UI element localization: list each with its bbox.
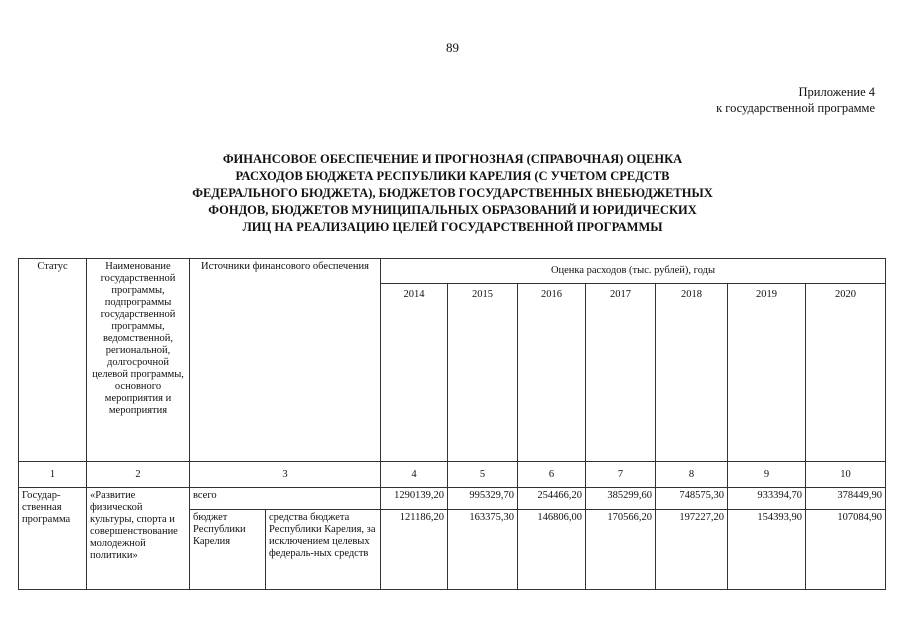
- header-year: 2015: [448, 284, 518, 462]
- header-sources: Источники финансового обеспечения: [190, 259, 381, 462]
- regional-value: 154393,90: [728, 510, 806, 590]
- row-total-label: всего: [190, 488, 381, 510]
- header-year: 2020: [806, 284, 886, 462]
- regional-value: 197227,20: [656, 510, 728, 590]
- title-line: ФЕДЕРАЛЬНОГО БЮДЖЕТА), БЮДЖЕТОВ ГОСУДАРСТВЕННЫХ ВНЕБЮДЖЕТНЫХ: [192, 186, 713, 200]
- total-value: 385299,60: [586, 488, 656, 510]
- document-title: [90, 151, 815, 236]
- title-line: ФОНДОВ, БЮДЖЕТОВ МУНИЦИПАЛЬНЫХ ОБРАЗОВАНИЙ И ЮРИДИЧЕСКИХ: [208, 203, 697, 217]
- financing-table: [18, 258, 886, 590]
- appendix-note: [716, 84, 875, 116]
- regional-value: 163375,30: [448, 510, 518, 590]
- column-number: 8: [656, 462, 728, 488]
- title-line: ФИНАНСОВОЕ ОБЕСПЕЧЕНИЕ И ПРОГНОЗНАЯ (СПРАВОЧНАЯ) ОЦЕНКА: [222, 152, 683, 166]
- regional-value: 170566,20: [586, 510, 656, 590]
- total-value: 378449,90: [806, 488, 886, 510]
- appendix-line-1: Приложение 4: [798, 85, 875, 99]
- header-estimate: Оценка расходов (тыс. рублей), годы: [381, 259, 886, 284]
- appendix-line-2: к государственной программе: [716, 101, 875, 115]
- row-regional-source: бюджет Республики Карелия: [190, 510, 266, 590]
- page-number: 89: [446, 40, 459, 55]
- header-status: Статус: [19, 259, 87, 462]
- header-name: Наименование государственной программы, подпрограммы государственной программы, ведомственной, региональной, долгосрочной целевой программы, основного мероприятия и мероприятия: [87, 259, 190, 462]
- row-program-name: «Развитие физической культуры, спорта и совершенствование молодежной политики»: [87, 488, 190, 590]
- column-number: 9: [728, 462, 806, 488]
- column-number: 2: [87, 462, 190, 488]
- column-number: 5: [448, 462, 518, 488]
- total-value: 995329,70: [448, 488, 518, 510]
- regional-value: 107084,90: [806, 510, 886, 590]
- header-year: 2017: [586, 284, 656, 462]
- row-status: Государ-ственная программа: [19, 488, 87, 590]
- header-year: 2014: [381, 284, 448, 462]
- regional-value: 121186,20: [381, 510, 448, 590]
- title-line: ЛИЦ НА РЕАЛИЗАЦИЮ ЦЕЛЕЙ ГОСУДАРСТВЕННОЙ ПРОГРАММЫ: [242, 220, 663, 234]
- column-number: 10: [806, 462, 886, 488]
- column-number: 4: [381, 462, 448, 488]
- column-number: 3: [190, 462, 381, 488]
- column-number: 7: [586, 462, 656, 488]
- row-regional-detail: средства бюджета Республики Карелия, за исключением целевых федераль-ных средств: [266, 510, 381, 590]
- header-year: 2019: [728, 284, 806, 462]
- column-number: 1: [19, 462, 87, 488]
- column-number: 6: [518, 462, 586, 488]
- total-value: 748575,30: [656, 488, 728, 510]
- total-value: 933394,70: [728, 488, 806, 510]
- header-year: 2016: [518, 284, 586, 462]
- regional-value: 146806,00: [518, 510, 586, 590]
- total-value: 254466,20: [518, 488, 586, 510]
- total-value: 1290139,20: [381, 488, 448, 510]
- header-year: 2018: [656, 284, 728, 462]
- title-line: РАСХОДОВ БЮДЖЕТА РЕСПУБЛИКИ КАРЕЛИЯ (С УЧЕТОМ СРЕДСТВ: [235, 169, 670, 183]
